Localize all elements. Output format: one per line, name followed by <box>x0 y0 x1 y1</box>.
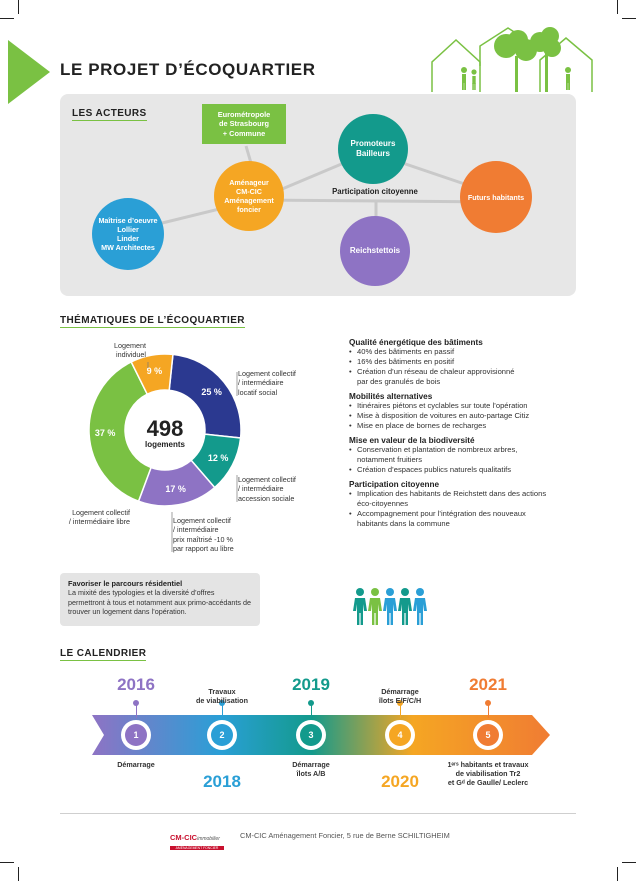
timeline-year: 2019 <box>292 675 330 694</box>
timeline-step-number: 5 <box>477 724 499 746</box>
themes-section-label: THÉMATIQUES DE L’ÉCOQUARTIER <box>60 315 245 326</box>
timeline-step-number: 4 <box>389 724 411 746</box>
timeline-step-number: 1 <box>125 724 147 746</box>
timeline-dot <box>485 700 491 706</box>
donut-leader-lines <box>60 330 330 565</box>
actor-promoteurs-circle: Promoteurs Bailleurs <box>338 114 408 184</box>
note-title: Favoriser le parcours résidentiel <box>68 579 183 588</box>
actor-eurometropole-box: Eurométropole de Strasbourg + Commune <box>202 104 286 144</box>
timeline-year: 2021 <box>469 675 507 694</box>
timeline-dot <box>133 700 139 706</box>
donut-slice-label: 37 % <box>94 428 116 439</box>
label-accession-sociale: Logement collectif / intermédiaire accession sociale <box>238 475 296 503</box>
logo-sub: immobilier <box>197 836 220 842</box>
donut-slice-label: 25 % <box>201 387 222 398</box>
person-icon-head <box>356 588 364 596</box>
timeline-step-text: Démarrage <box>117 760 155 769</box>
theme-item: • Itinéraires piétons et cyclables sur toute l’opération <box>349 401 589 411</box>
person-icon-head <box>386 588 394 596</box>
note-body: La mixité des typologies et la diversité d’offres permettront à tous et notamment aux primo-accédants de trouver un logement dans l’opération. <box>68 588 251 616</box>
header-arrow-icon <box>8 40 50 104</box>
people-icon <box>352 587 430 627</box>
theme-item: • Implication des habitants de Reichstett dans des actions éco-citoyennes <box>349 489 589 509</box>
timeline-step-2 <box>207 720 237 750</box>
timeline-step-text: Démarrage îlots E/F/C/H <box>378 687 422 705</box>
logo-tag: AMÉNAGEMENT FONCIER <box>170 846 224 850</box>
houses-trees-illustration <box>428 26 598 94</box>
person-icon-head <box>401 588 409 596</box>
donut-total-label: logements <box>144 440 185 449</box>
person-icon-body <box>368 598 382 625</box>
themes-blocks <box>349 338 589 529</box>
label-prix-maitrise: Logement collectif / intermédiaire prix maîtrisé -10 % par rapport au libre <box>173 516 234 554</box>
label-libre: Logement collectif / intermédiaire libre <box>68 508 130 527</box>
theme-item: • Accompagnement pour l’intégration des nouveaux habitants dans la commune <box>349 509 589 529</box>
timeline-year: 2020 <box>381 772 419 791</box>
actor-maitrise-oeuvre-circle: Maîtrise d’oeuvre Lollier Linder MW Architectes <box>92 198 164 270</box>
theme-item: • Mise en place de bornes de recharges <box>349 421 589 431</box>
page-title: LE PROJET D’ÉCOQUARTIER <box>60 60 316 79</box>
person-icon-head <box>371 588 379 596</box>
crop-mark <box>617 867 618 881</box>
timeline-step-text: 1ᵉʳˢ habitants et travaux de viabilisation Tr2 et Gᵈ de Gaulle/ Leclerc <box>447 760 529 787</box>
actor-amenageur-circle: Aménageur CM-CIC Aménagement foncier <box>214 161 284 231</box>
timeline-year: 2016 <box>117 675 155 694</box>
crop-mark <box>0 862 14 863</box>
participation-label: Participation citoyenne <box>332 187 418 196</box>
crop-mark <box>18 867 19 881</box>
donut-slice-label: 12 % <box>207 452 229 463</box>
crop-mark <box>622 862 636 863</box>
timeline-step-number: 2 <box>211 724 233 746</box>
parcours-residentiel-note <box>60 573 260 626</box>
timeline-step-5 <box>473 720 503 750</box>
logo-main: CM-CIC <box>170 833 198 842</box>
person-icon-body <box>353 598 367 625</box>
timeline-step-3 <box>296 720 326 750</box>
label-locatif-social: Logement collectif / intermédiaire locatif social <box>238 369 296 397</box>
timeline-step-number: 3 <box>300 724 322 746</box>
themes-list <box>349 338 589 529</box>
crop-mark <box>622 18 636 19</box>
donut-slice-label: 9 % <box>146 365 163 376</box>
theme-heading: Mobilités alternatives <box>349 392 433 402</box>
timeline-step-1 <box>121 720 151 750</box>
theme-heading: Mise en valeur de la biodiversité <box>349 436 475 446</box>
label-logement-individuel: Logement individuel <box>114 341 146 360</box>
crop-mark <box>617 0 618 14</box>
theme-item: • Création d’un réseau de chaleur approvisionné par des granulés de bois <box>349 367 589 387</box>
timeline-year: 2018 <box>203 772 241 791</box>
crop-mark <box>18 0 19 14</box>
donut-slice-label: 17 % <box>165 484 186 495</box>
theme-heading: Participation citoyenne <box>349 480 440 490</box>
theme-item: • 16% des bâtiments en positif <box>349 357 589 367</box>
timeline-dot <box>308 700 314 706</box>
person-icon-head <box>416 588 424 596</box>
theme-item: • Création d’espaces publics naturels qualitatifs <box>349 465 589 475</box>
timeline-step-text: Travaux de viabilisation <box>196 687 248 705</box>
person-icon-body <box>398 598 412 625</box>
actor-reichstettois-circle: Reichstettois <box>340 216 410 286</box>
crop-mark <box>0 18 14 19</box>
person-icon-body <box>413 598 427 625</box>
person-icon-body <box>383 598 397 625</box>
actor-futurs-habitants-circle: Futurs habitants <box>460 161 532 233</box>
timeline-step-4 <box>385 720 415 750</box>
cmcic-logo <box>170 827 230 850</box>
footer-divider <box>60 813 576 814</box>
theme-item: • Mise à disposition de voitures en auto-partage Citiz <box>349 411 589 421</box>
theme-heading: Qualité énergétique des bâtiments <box>349 338 483 347</box>
theme-item: • 40% des bâtiments en passif <box>349 347 589 357</box>
actors-section-label: LES ACTEURS <box>72 108 147 119</box>
timeline-step-text: Démarrage îlots A/B <box>292 760 330 778</box>
donut-total-value: 498 <box>146 416 184 441</box>
theme-item: • Conservation et plantation de nombreux arbres, notamment fruitiers <box>349 445 589 465</box>
calendar-section-label: LE CALENDRIER <box>60 648 147 659</box>
footer-address: CM-CIC Aménagement Foncier, 5 rue de Berne SCHILTIGHEIM <box>240 831 450 840</box>
